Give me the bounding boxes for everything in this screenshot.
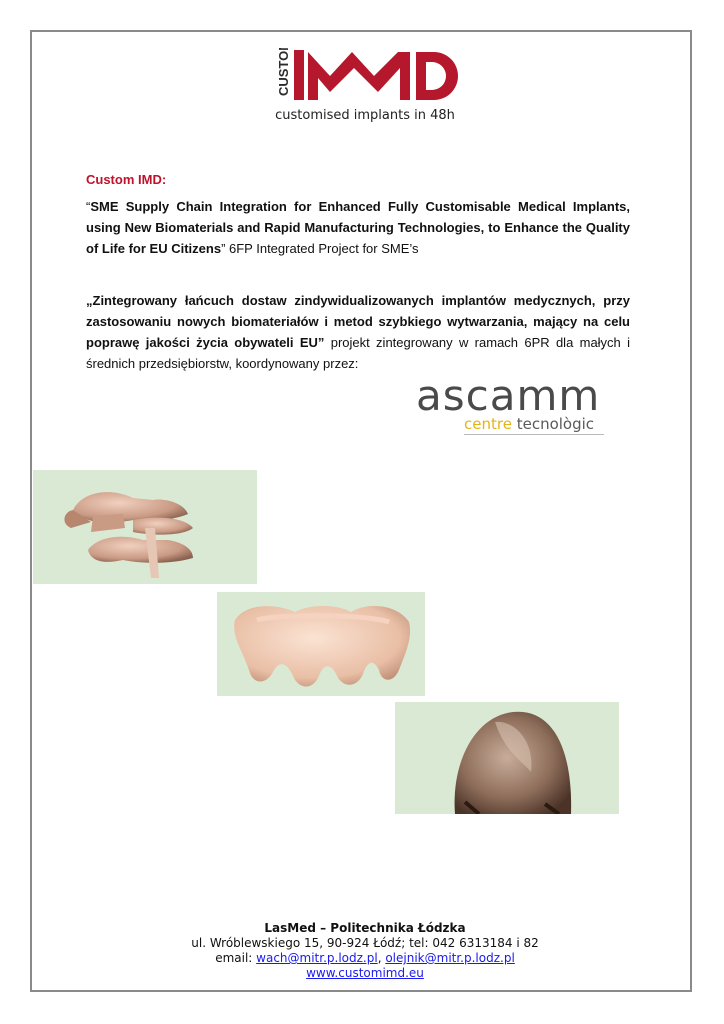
polish-title-bold: „Zintegrowany łańcuch dostaw zindywidualizowanych implantów medycznych, przy zastosowaniu nowych biomateriałów i metod szybkiego wytwarzania, mający na celu poprawę jakości życia obywateli EU”: [86, 293, 630, 350]
english-description: [86, 196, 630, 259]
ascamm-name: ascamm: [416, 371, 601, 420]
ascamm-sub-plain: tecnològic: [511, 415, 595, 433]
footer-address: ul. Wróblewskiego 15, 90-924 Łódź; tel: 042 6313184 i 82: [191, 936, 539, 950]
footer-email-line: [100, 950, 630, 966]
email-link-wach[interactable]: wach@mitr.p.lodz.pl: [256, 951, 378, 965]
dental-bridge-implant-image: [217, 592, 425, 696]
skull-implant-image: [395, 702, 619, 814]
logo-tagline: customised implants in 48h: [275, 108, 455, 123]
vertebrae-implant-image: [33, 470, 257, 584]
open-quote: “: [86, 199, 91, 214]
section-heading: Custom IMD:: [86, 172, 167, 187]
email-link-olejnik[interactable]: olejnik@mitr.p.lodz.pl: [385, 951, 515, 965]
english-title-bold: SME Supply Chain Integration for Enhanced Fully Customisable Medical Implants, using New Biomaterials and Rapid Manufacturing Technologies, to Enhance the Quality of Life for EU Citizens: [86, 199, 630, 256]
ascamm-subtitle: [464, 414, 594, 434]
ascamm-sub-colored: centre: [464, 415, 512, 433]
polish-rest: projekt zintegrowany w ramach 6PR dla małych i średnich przedsiębiorstw, koordynowany przez:: [86, 335, 630, 371]
logo-vertical-text: CUSTOM: [276, 48, 291, 96]
footer-website: [100, 965, 630, 981]
ascamm-logo: [416, 372, 606, 438]
footer-organization: LasMed – Politechnika Łódzka: [264, 921, 466, 935]
english-rest: ” 6FP Integrated Project for SME’s: [221, 241, 419, 256]
email-separator: ,: [377, 951, 386, 965]
polish-description: [86, 290, 630, 374]
email-label: email:: [215, 951, 257, 965]
ascamm-underline: [464, 434, 604, 435]
website-link[interactable]: www.customimd.eu: [306, 966, 424, 980]
